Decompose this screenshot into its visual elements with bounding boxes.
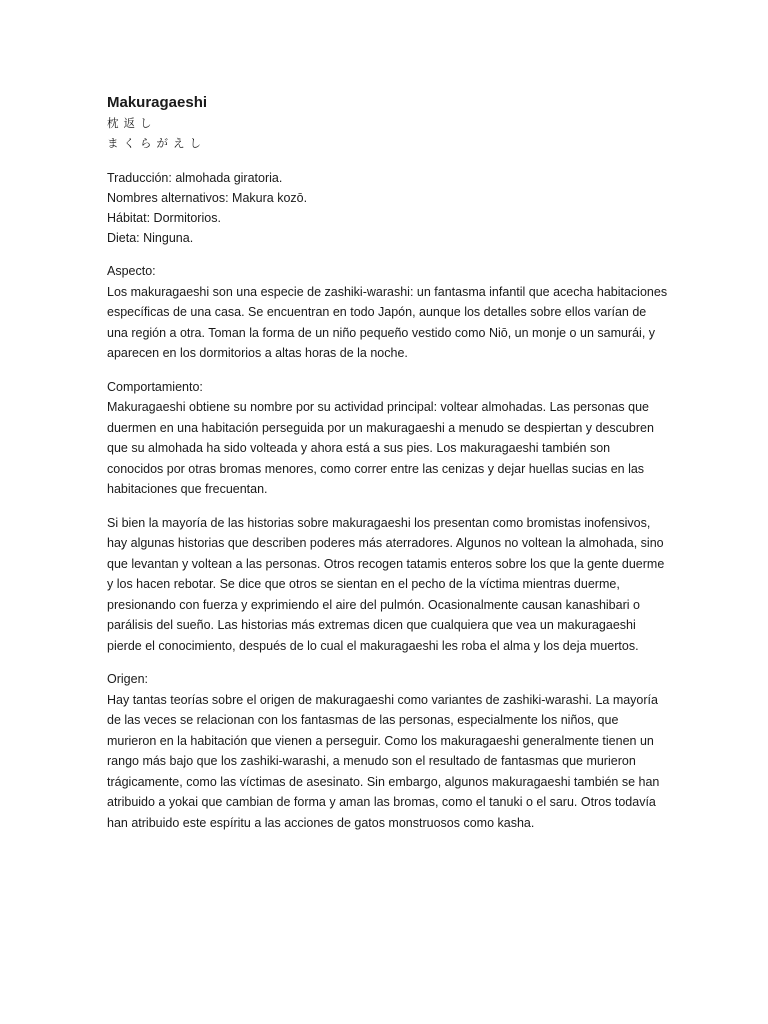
- meta-nombres-alternativos: Nombres alternativos: Makura kozō.: [107, 191, 308, 205]
- paragraph-origen: Hay tantas teorías sobre el origen de makuragaeshi como variantes de zashiki-warashi. La mayoría de las veces se relacionan con los fantasmas de las personas, especialmente los niños, que murieron en la habitación que vienen a perseguir. Como los makuragaeshi generalmente tienen un rango más bajo que los zashiki-warashi, a menudo son el resultado de fantasmas que murieron trágicamente, como las víctimas de asesinato. Sin embargo, algunos makuragaeshi también se han atribuido a yokai que cambian de forma y aman las bromas, como el tanuki o el saru. Otros todavía han atribuido este espíritu a las acciones de gatos monstruosos como kasha.: [107, 692, 660, 830]
- section-heading-aspecto: Aspecto:: [107, 264, 156, 278]
- paragraph-comportamiento: Makuragaeshi obtiene su nombre por su actividad principal: voltear almohadas. Las personas que duermen en una habitación perseguida por un makuragaeshi a menudo se despiertan y descubren que su almohada ha sido volteada y ahora está a sus pies. Los makuragaeshi también son conocidos por otras bromas menores, como correr entre las cenizas y dejar huellas sucias en las habitaciones que frecuentan.: [107, 400, 654, 496]
- metadata-list: [107, 168, 668, 248]
- section-origen: [107, 669, 668, 833]
- paragraph-aspecto: Los makuragaeshi son una especie de zashiki-warashi: un fantasma infantil que acecha habitaciones específicas de una casa. Se encuentran en todo Japón, aunque los detalles sobre ellos varían de una región a otra. Toman la forma de un niño pequeño vestido como Niō, un monje o un samurái, y aparecen en los dormitorios a altas horas de la noche.: [107, 284, 668, 360]
- paragraph-historias: Si bien la mayoría de las historias sobre makuragaeshi los presentan como bromistas inofensivos, hay algunas historias que describen poderes más aterradores. Algunos no voltean la almohada, sino que levantan y voltean a las personas. Otros recogen tatamis enteros sobre los que la gente duerme y los hacen rebotar. Se dice que otros se sientan en el pecho de la víctima mientras duerme, presionando con fuerza y exprimiendo el aire del pulmón. Ocasionalmente causan kanashibari o parálisis del sueño. Las historias más extremas dicen que cualquiera que vea un makuragaeshi pierde el conocimiento, después de lo cual el makuragaeshi les roba el alma y los deja muertos.: [107, 515, 665, 653]
- meta-traduccion: Traducción: almohada giratoria.: [107, 171, 283, 185]
- kana-title: まくらがえし: [107, 136, 206, 150]
- section-heading-origen: Origen:: [107, 672, 148, 686]
- meta-habitat: Hábitat: Dormitorios.: [107, 211, 221, 225]
- page-title: Makuragaeshi: [107, 94, 208, 111]
- section-heading-comportamiento: Comportamiento:: [107, 379, 203, 394]
- section-comportamiento: [107, 377, 668, 500]
- section-aspecto: [107, 261, 668, 364]
- kanji-title: 枕返し: [107, 116, 157, 130]
- section-historias: [107, 513, 668, 657]
- meta-dieta: Dieta: Ninguna.: [107, 231, 194, 245]
